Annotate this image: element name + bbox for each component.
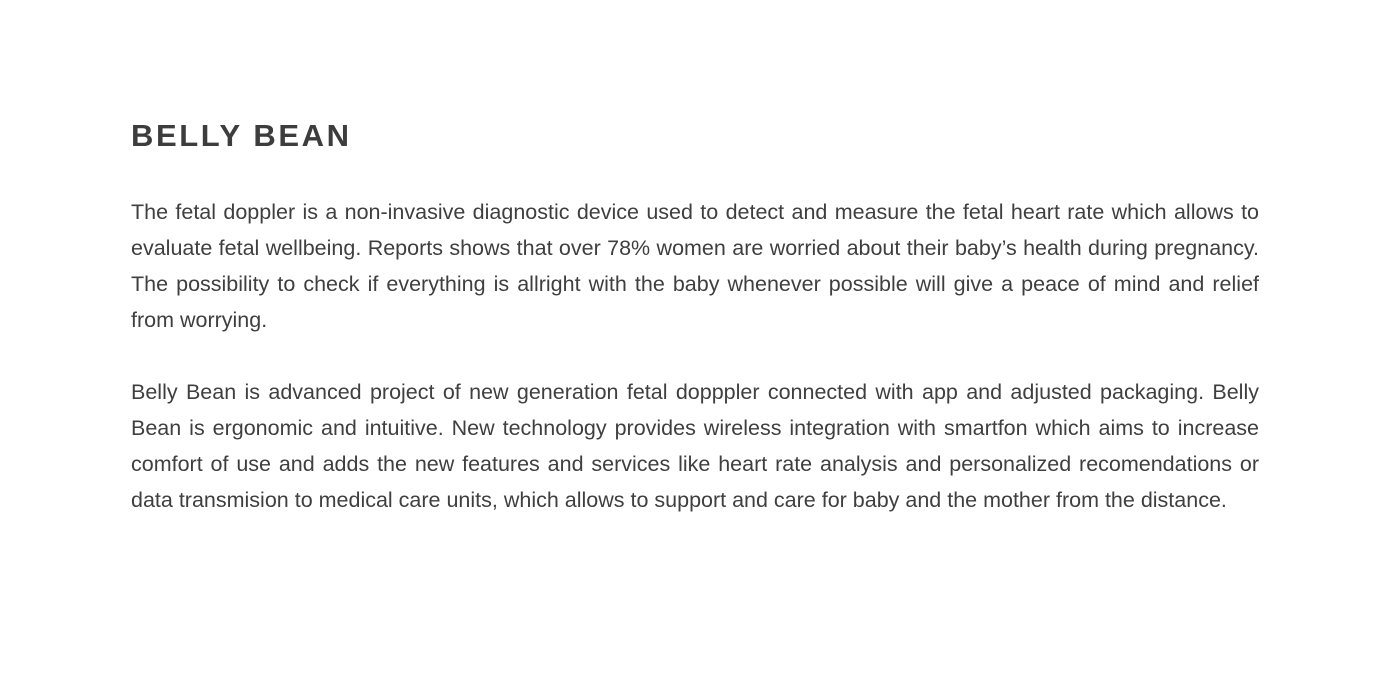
page-title: BELLY BEAN xyxy=(131,118,352,153)
intro-paragraph: The fetal doppler is a non-invasive diagnostic device used to detect and measure the fetal heart rate which allows to evaluate fetal wellbeing. Reports shows that over 78% women are worried about their baby’s health during pregnancy. The possibility to check if everything is allright with the baby whenever possible will give a peace of mind and relief from worrying. xyxy=(131,200,1259,332)
description-paragraph: Belly Bean is advanced project of new generation fetal dopppler connected with app and adjusted packaging. Belly Bean is ergonomic and intuitive. New technology provides wireless integration with smartfon which aims to increase comfort of use and adds the new features and services like heart rate analysis and personalized recomendations or data transmision to medical care units, which allows to support and care for baby and the mother from the distance. xyxy=(131,380,1259,512)
document-content xyxy=(131,117,1259,518)
